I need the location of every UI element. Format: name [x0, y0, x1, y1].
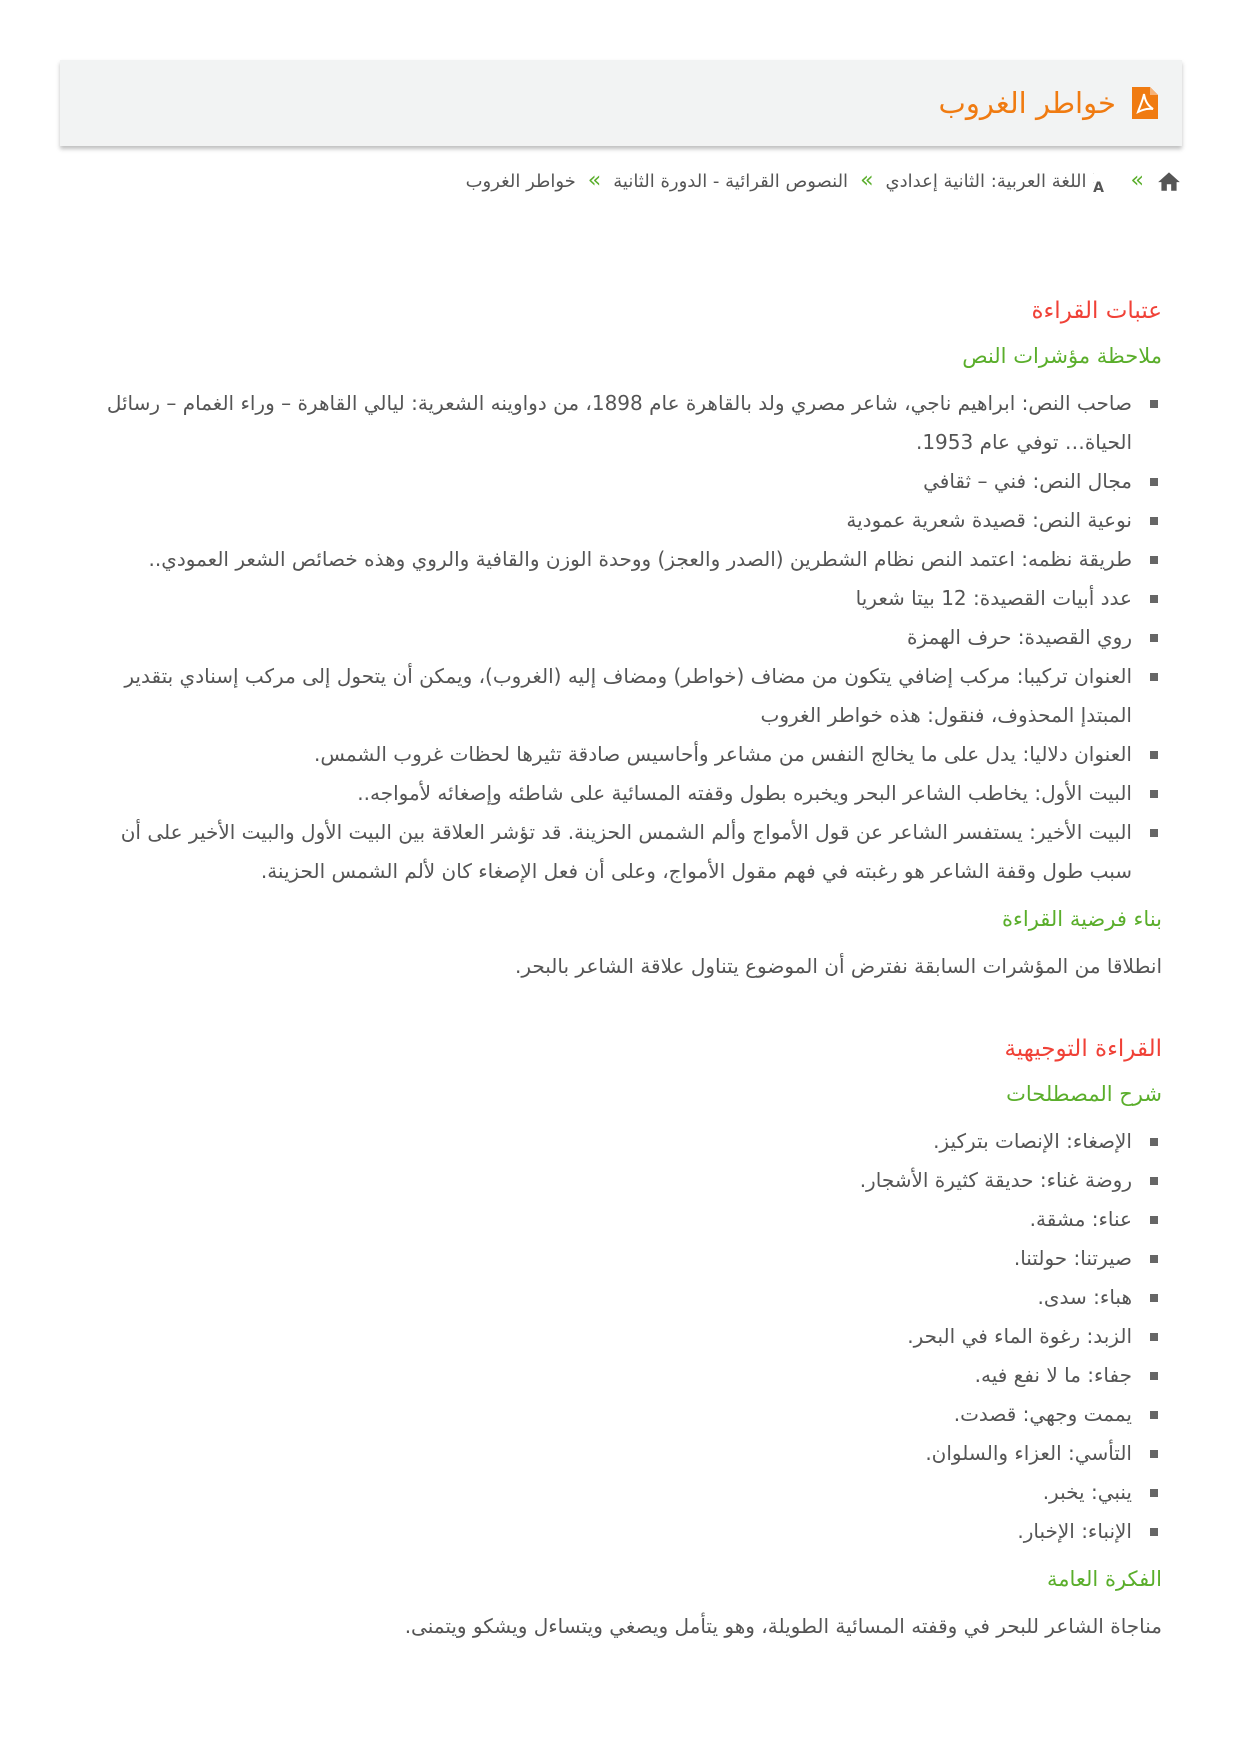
list-item: عناء: مشقة.	[80, 1200, 1132, 1239]
list-item: مجال النص: فني – ثقافي	[80, 462, 1132, 501]
list-item: يممت وجهي: قصدت.	[80, 1395, 1132, 1434]
section-heading-reading-thresholds: عتبات القراءة	[1031, 298, 1162, 324]
list-item: روضة غناء: حديقة كثيرة الأشجار.	[80, 1161, 1132, 1200]
list-item: العنوان دلاليا: يدل على ما يخالج النفس من مشاعر وأحاسيس صادقة تثيرها لحظات غروب الشمس.	[80, 735, 1132, 774]
text-indicators-list	[80, 384, 1162, 891]
page-title: خواطر الغروب	[938, 85, 1116, 120]
list-item: روي القصيدة: حرف الهمزة	[80, 618, 1132, 657]
subheading-general-idea: الفكرة العامة	[1047, 1567, 1162, 1591]
translate-icon	[1093, 168, 1119, 194]
list-item: هباء: سدى.	[80, 1278, 1132, 1317]
subheading-reading-hypothesis: بناء فرضية القراءة	[1001, 907, 1162, 931]
breadcrumb-separator: »	[1130, 168, 1144, 193]
breadcrumb-level1[interactable]	[886, 168, 1119, 194]
section-spacer	[80, 996, 1162, 1026]
breadcrumb-current: خواطر الغروب	[465, 170, 576, 192]
breadcrumb-level1-label: اللغة العربية: الثانية إعدادي	[885, 170, 1087, 192]
page-header	[60, 60, 1182, 146]
breadcrumb-level2[interactable]: النصوص القرائية - الدورة الثانية	[613, 170, 849, 192]
breadcrumb	[466, 168, 1182, 194]
list-item: طريقة نظمه: اعتمد النص نظام الشطرين (الصدر والعجز) ووحدة الوزن والقافية والروي وهذه خصائص الشعر العمودي..	[80, 540, 1132, 579]
list-item: جفاء: ما لا نفع فيه.	[80, 1356, 1132, 1395]
list-item: التأسي: العزاء والسلوان.	[80, 1434, 1132, 1473]
list-item: ينبي: يخبر.	[80, 1473, 1132, 1512]
list-item: صاحب النص: ابراهيم ناجي، شاعر مصري ولد بالقاهرة عام 1898، من دواوينه الشعرية: ليالي القاهرة – وراء الغمام – رسائل الحياة… توفي عام 1953.	[80, 384, 1132, 462]
breadcrumb-separator: »	[860, 168, 874, 193]
hypothesis-paragraph: انطلاقا من المؤشرات السابقة نفترض أن الموضوع يتناول علاقة الشاعر بالبحر.	[514, 954, 1162, 978]
list-item: الزبد: رغوة الماء في البحر.	[80, 1317, 1132, 1356]
list-item: الإصغاء: الإنصات بتركيز.	[80, 1122, 1132, 1161]
list-item: نوعية النص: قصيدة شعرية عمودية	[80, 501, 1132, 540]
subheading-glossary: شرح المصطلحات	[1006, 1082, 1162, 1106]
subheading-text-indicators: ملاحظة مؤشرات النص	[962, 344, 1162, 368]
breadcrumb-separator: »	[587, 168, 602, 193]
article-content	[80, 288, 1162, 1656]
home-icon[interactable]	[1156, 168, 1182, 194]
svg-text:A: A	[1092, 180, 1104, 194]
glossary-list	[80, 1122, 1162, 1551]
section-heading-guided-reading: القراءة التوجيهية	[1004, 1036, 1162, 1062]
list-item: صيرتنا: حولتنا.	[80, 1239, 1132, 1278]
list-item: البيت الأخير: يستفسر الشاعر عن قول الأمواج وألم الشمس الحزينة. قد تؤشر العلاقة بين البيت الأول والبيت الأخير على أن سبب طول وقفة الشاعر هو رغبته في فهم مقول الأمواج، وعلى أن فعل الإصغاء كان لألم الشمس الحزينة.	[80, 813, 1132, 891]
list-item: الإنباء: الإخبار.	[80, 1512, 1132, 1551]
list-item: العنوان تركيبا: مركب إضافي يتكون من مضاف (خواطر) ومضاف إليه (الغروب)، ويمكن أن يتحول إلى مركب إسنادي بتقدير المبتدإ المحذوف، فنقول: هذه خواطر الغروب	[80, 657, 1132, 735]
list-item: البيت الأول: يخاطب الشاعر البحر ويخبره بطول وقفته المسائية على شاطئه وإصغائه لأمواجه..	[80, 774, 1132, 813]
list-item: عدد أبيات القصيدة: 12 بيتا شعريا	[80, 579, 1132, 618]
general-idea-paragraph: مناجاة الشاعر للبحر في وقفته المسائية الطويلة، وهو يتأمل ويصغي ويتساءل ويشكو ويتمنى.	[404, 1614, 1162, 1638]
pdf-icon	[1130, 85, 1160, 121]
